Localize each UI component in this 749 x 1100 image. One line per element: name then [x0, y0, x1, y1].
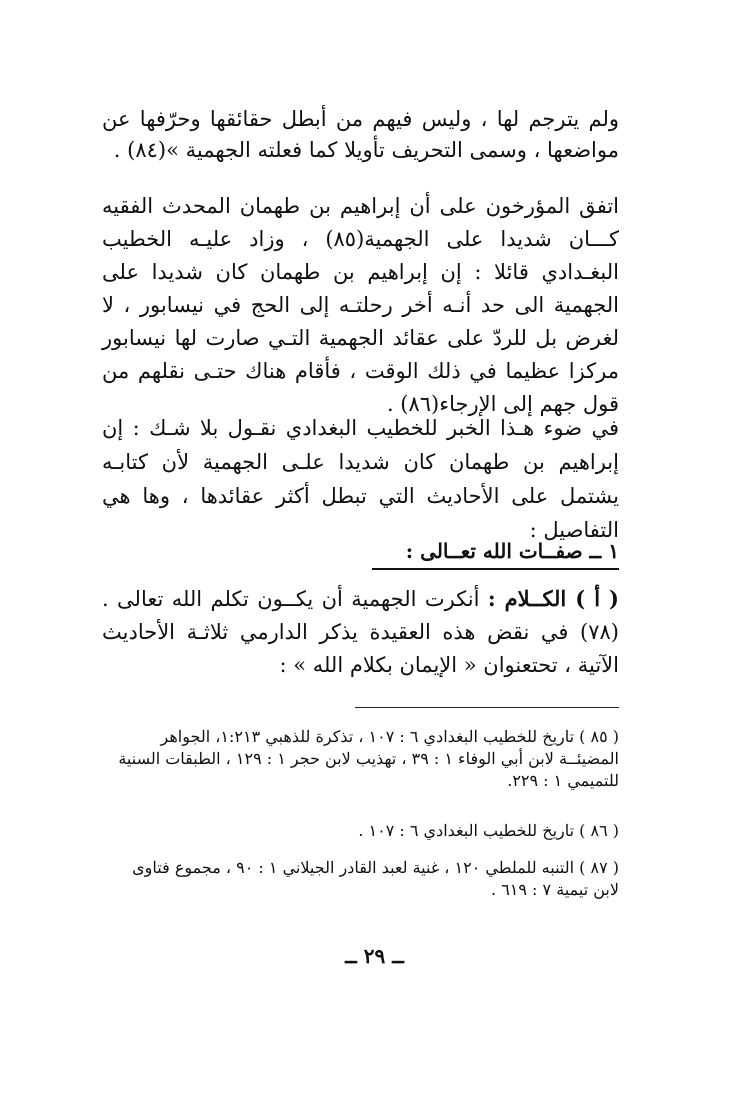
section-heading: ١ ــ صفــات الله تعــالى : — [405, 539, 619, 563]
footnote-divider — [355, 707, 619, 708]
page-number: ــ ٢٩ ــ — [345, 944, 404, 968]
paragraph-4 — [102, 582, 619, 682]
paragraph-2: اتفق المؤرخون على أن إبراهيم بن طهمان المحدث الفقيه كـــان شديدا على الجهمية(٨٥) ، وزاد عليـه الخطيب البغـدادي قائلا : إن إبراهيم بن طهمان كان شديدا على الجهمية الى حد أنـه أخر رحلتـه إلى الحج في نيسابور ، لا لغرض بل للردّ على عقائد الجهمية التـي صارت لها نيسابور مركزا عظيما في ذلك الوقت ، فأقام هناك حتـى نقلهم من قول جهم إلى الإرجاء(٨٦) . — [102, 194, 619, 416]
footnote-87: ( ٨٧ ) التنبه للملطي ١٢٠ ، غنية لعبد القادر الجيلاني ١ : ٩٠ ، مجموع فتاوى لابن تيمية ٧ : ٦١٩ . — [132, 858, 619, 899]
heading-underline — [372, 568, 619, 570]
footnote-86: ( ٨٦ ) تاريخ للخطيب البغدادي ٦ : ١٠٧ . — [358, 821, 619, 840]
footnote-85: ( ٨٥ ) تاريخ للخطيب البغدادي ٦ : ١٠٧ ، تذكرة للذهبي ١:٢١٣، الجواهر المضيئــة لابن أبي الوفاء ١ : ٣٩ ، تهذيب لابن حجر ١ : ١٢٩ ، الطبقات السنية للتميمي ١ : ٢٢٩. — [118, 727, 619, 790]
paragraph-4-body: أنكرت الجهمية أن يكــون تكلم الله تعالى .(٧٨) في نقض هذه العقيدة يذكر الدارمي ثلاثـة الأحاديث الآتية ، تحتعنوان « الإيمان بكلام الله » : — [102, 587, 619, 677]
paragraph-4-lead: ( أ ) الكــلام : — [487, 586, 619, 611]
paragraph-1: ولم يترجم لها ، وليس فيهم من أبطل حقائقها وحرّفها عن مواضعها ، وسمى التحريف تأويلا كما فعلته الجهمية »(٨٤) . — [102, 107, 619, 162]
paragraph-3: في ضوء هـذا الخبر للخطيب البغدادي نقـول بلا شـك : إن إبراهيم بن طهمان كان شديدا علـى الجهمية لأن كتابـه يشتمل على الأحاديث التي تبطل أكثر عقائدها ، وها هي التفاصيل : — [102, 416, 619, 542]
